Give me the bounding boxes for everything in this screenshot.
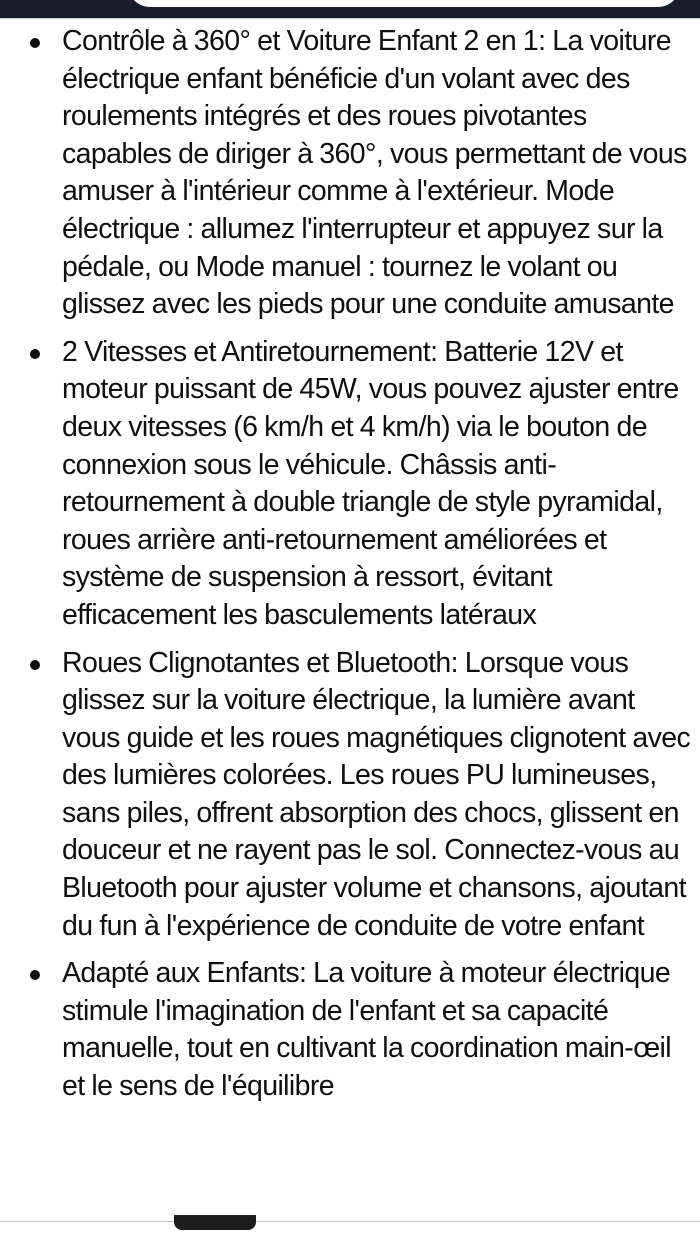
feature-bullet-item bbox=[62, 955, 694, 1105]
bottom-bar bbox=[0, 1222, 700, 1244]
feature-bullet-item bbox=[62, 334, 694, 635]
feature-text: Adapté aux Enfants: La voiture à moteur électrique stimule l'imagination de l'enfant et sa capacité manuelle, tout en cultivant la coordination main-œil et le sens de l'équilibre bbox=[62, 957, 671, 1103]
product-description bbox=[0, 19, 700, 1221]
app-header-bar bbox=[0, 0, 700, 19]
bullet-icon bbox=[30, 660, 40, 670]
bullet-icon bbox=[30, 970, 40, 980]
bullet-icon bbox=[30, 349, 40, 359]
search-input[interactable] bbox=[128, 0, 680, 7]
feature-text: 2 Vitesses et Antiretournement: Batterie 12V et moteur puissant de 45W, vous pouvez ajuster entre deux vitesses (6 km/h et 4 km/h) via le bouton de connexion sous le véhicule. Châssis anti-retournement à double triangle de style pyramidal, roues arrière anti-retournement améliorées et système de suspension à ressort, évitant efficacement les basculements latéraux bbox=[62, 335, 679, 631]
feature-bullet-item bbox=[62, 23, 694, 324]
bullet-icon bbox=[30, 38, 40, 48]
feature-bullet-list bbox=[0, 19, 700, 1106]
drag-handle[interactable] bbox=[174, 1215, 256, 1230]
feature-bullet-item bbox=[62, 645, 694, 946]
feature-text: Contrôle à 360° et Voiture Enfant 2 en 1: La voiture électrique enfant bénéficie d'un volant avec des roulements intégrés et des roues pivotantes capables de diriger à 360°, vous permettant de vous amuser à l'intérieur comme à l'extérieur. Mode électrique : allumez l'interrupteur et appuyez sur la pédale, ou Mode manuel : tournez le volant ou glissez avec les pieds pour une conduite amusante bbox=[62, 25, 687, 321]
feature-text: Roues Clignotantes et Bluetooth: Lorsque vous glissez sur la voiture électrique, la lumière avant vous guide et les roues magnétiques clignotent avec des lumières colorées. Les roues PU lumineuses, sans piles, offrent absorption des chocs, glissent en douceur et ne rayent pas le sol. Connectez-vous au Bluetooth pour ajuster volume et chansons, ajoutant du fun à l'expérience de conduite de votre enfant bbox=[62, 646, 691, 942]
